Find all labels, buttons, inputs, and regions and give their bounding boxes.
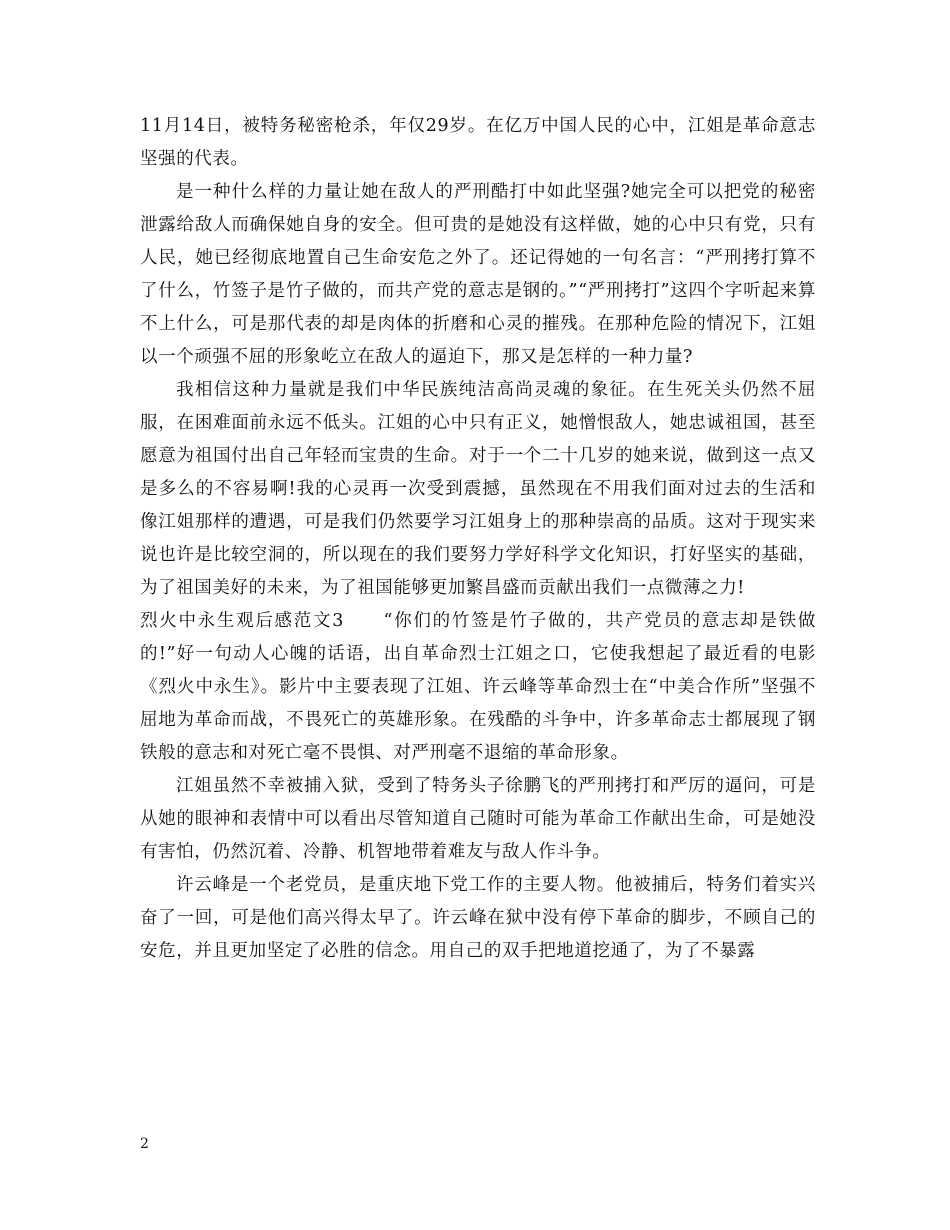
paragraph-6: 许云峰是一个老党员，是重庆地下党工作的主要人物。他被捕后，特务们着实兴奋了一回，可是他们高兴得太早了。许云峰在狱中没有停下革命的脚步，不顾自己的安危，并且更加坚定了必胜的信念。用自己的双手把地道挖通了，为了不暴露 xyxy=(140,875,816,961)
paragraph-3: 我相信这种力量就是我们中华民族纯洁高尚灵魂的象征。在生死关头仍然不屈服，在困难面前永远不低头。江姐的心中只有正义，她憎恨敌人，她忠诚祖国，甚至愿意为祖国付出自己年轻而宝贵的生命。对于一个二十几岁的她来说，做到这一点又是多么的不容易啊!我的心灵再一次受到震撼，虽然现在不用我们面对过去的生活和像江姐那样的遭遇，可是我们仍然要学习江姐身上的那种崇高的品质。这对于现实来说也许是比较空洞的，所以现在的我们要努力学好科学文化知识，打好坚实的基础，为了祖国美好的未来，为了祖国能够更加繁昌盛而贡献出我们一点微薄之力! xyxy=(140,380,816,598)
page-number: 2 xyxy=(140,1136,149,1152)
document-body xyxy=(140,110,816,968)
paragraph-4: 烈火中永生观后感范文3 “你们的竹签是竹子做的，共产党员的意志却是铁做的!”好一句动人心魄的话语，出自革命烈士江姐之口，它使我想起了最近看的电影《烈火中永生》。影片中主要表现了江姐、许云峰等革命烈士在“中美合作所”坚强不屈地为革命而战，不畏死亡的英雄形象。在残酷的斗争中，许多革命志士都展现了钢铁般的意志和对死亡毫不畏惧、对严刑毫不退缩的革命形象。 xyxy=(140,611,816,763)
paragraph-1: 11月14日，被特务秘密枪杀，年仅29岁。在亿万中国人民的心中，江姐是革命意志坚强的代表。 xyxy=(140,116,816,169)
paragraph-2: 是一种什么样的力量让她在敌人的严刑酷打中如此坚强?她完全可以把党的秘密泄露给敌人而确保她自身的安全。但可贵的是她没有这样做，她的心中只有党，只有人民，她已经彻底地置自己生命安危之外了。还记得她的一句名言：“严刑拷打算不了什么，竹签子是竹子做的，而共产党的意志是钢的。”“严刑拷打”这四个字听起来算不上什么，可是那代表的却是肉体的折磨和心灵的摧残。在那种危险的情况下，江姐以一个顽强不屈的形象屹立在敌人的逼迫下，那又是怎样的一种力量? xyxy=(140,182,816,367)
paragraph-5: 江姐虽然不幸被捕入狱，受到了特务头子徐鹏飞的严刑拷打和严厉的逼问，可是从她的眼神和表情中可以看出尽管知道自己随时可能为革命工作献出生命，可是她没有害怕，仍然沉着、冷静、机智地带着难友与敌人作斗争。 xyxy=(140,776,816,862)
